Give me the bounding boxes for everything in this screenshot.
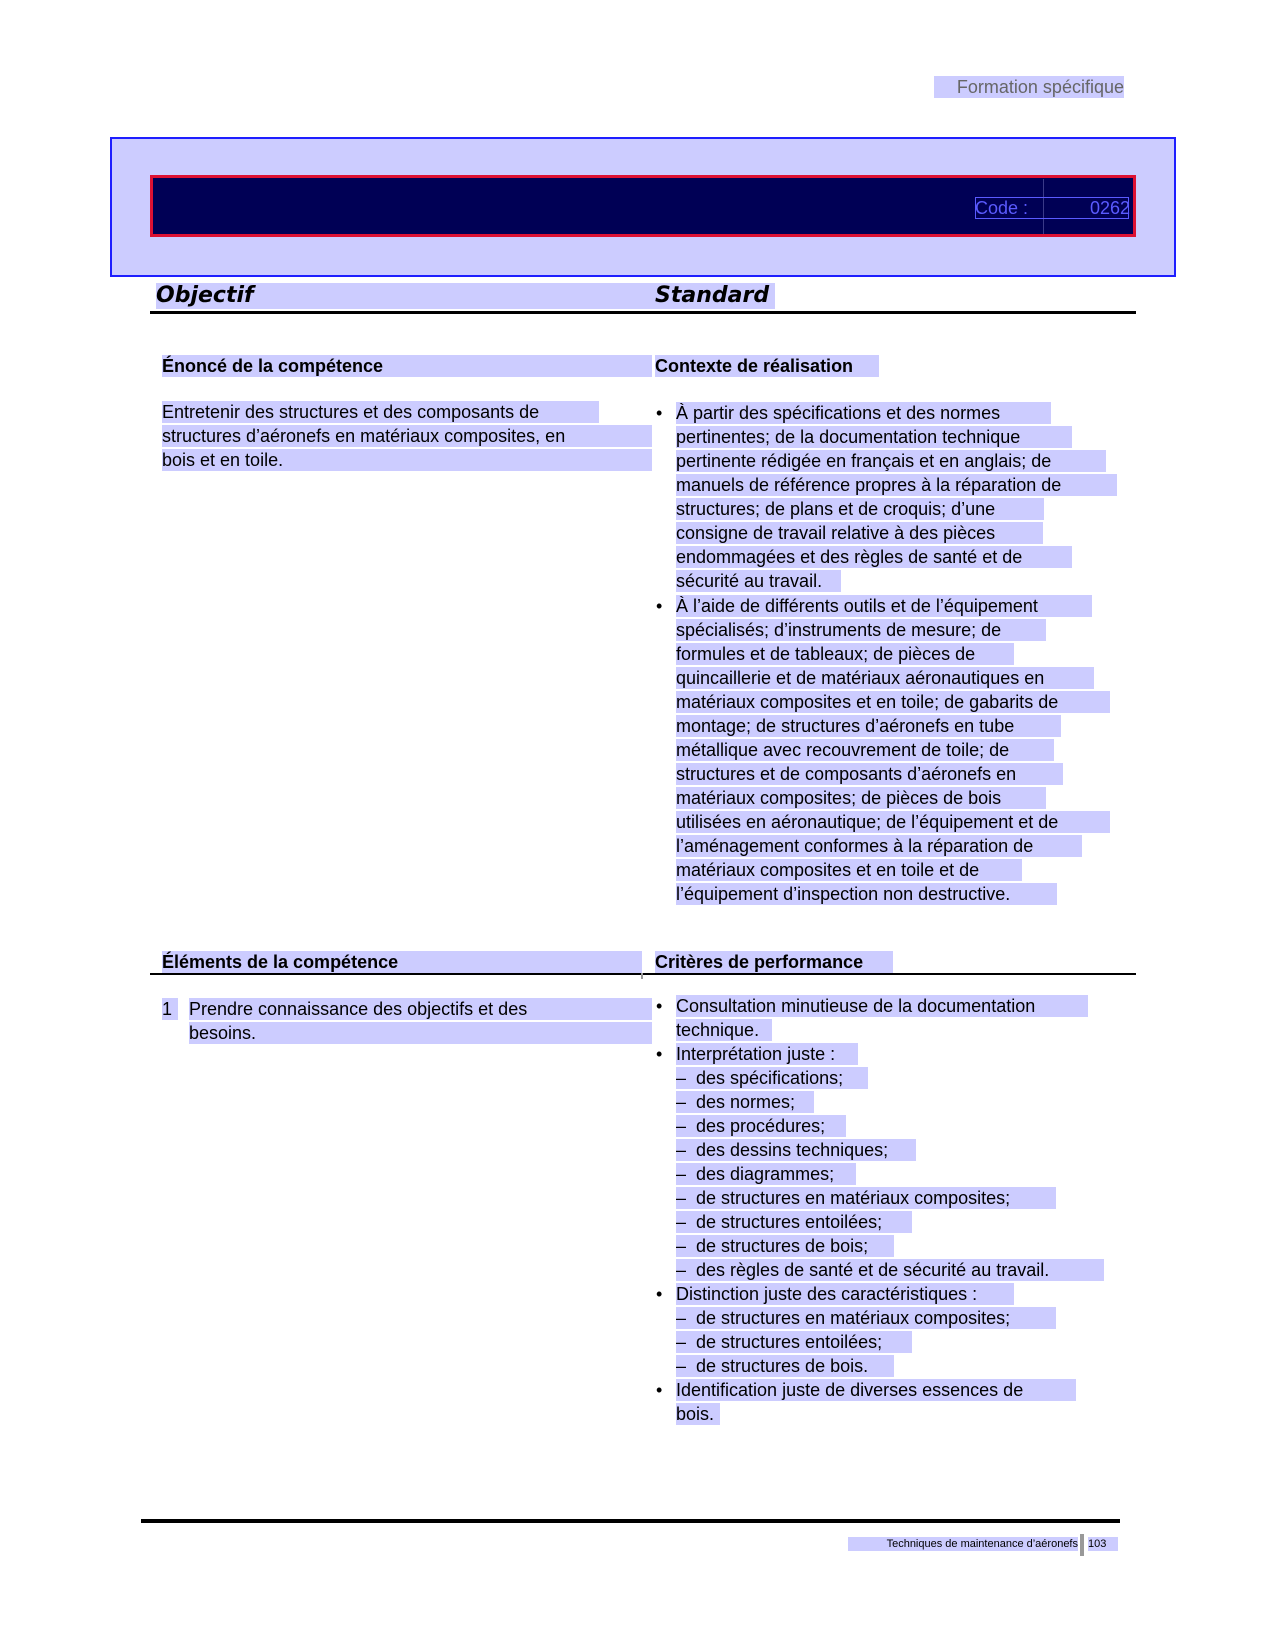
- bullet-icon: •: [656, 1380, 663, 1400]
- context-heading: Contexte de réalisation: [655, 355, 879, 377]
- criteria-item: [656, 995, 1126, 1041]
- criteria-line: Distinction juste des caractéristiques :: [676, 1283, 1014, 1305]
- statement-line: structures d’aéronefs en matériaux composites, en: [162, 425, 652, 447]
- criteria-line: technique.: [676, 1019, 772, 1041]
- statement-line: Entretenir des structures et des composants de: [162, 401, 599, 423]
- element-number: 1: [162, 998, 178, 1020]
- criteria-item: [656, 1283, 1126, 1305]
- context-line: pertinente rédigée en français et en anglais; de: [676, 450, 1106, 472]
- dash-item: – des procédures;: [676, 1115, 846, 1137]
- criteria-item: [656, 1379, 1126, 1425]
- footer-rule: [141, 1519, 1120, 1523]
- header-rule: [150, 311, 1136, 314]
- dash-item: – de structures entoilées;: [676, 1331, 912, 1353]
- code-value: 0262: [1089, 198, 1130, 218]
- context-line: montage; de structures d’aéronefs en tube: [676, 715, 1061, 737]
- page-number: 103: [1088, 1537, 1118, 1551]
- criteria-list: [656, 995, 1126, 1425]
- context-line: À partir des spécifications et des normes: [676, 402, 1051, 424]
- context-line: formules et de tableaux; de pièces de: [676, 643, 1014, 665]
- context-line: sécurité au travail.: [676, 570, 841, 592]
- context-line: spécialisés; d’instruments de mesure; de: [676, 619, 1046, 641]
- criteria-item: [656, 1043, 1126, 1065]
- context-line: quincaillerie et de matériaux aéronautiques en: [676, 667, 1094, 689]
- section-rule: [150, 973, 1136, 975]
- bullet-icon: •: [656, 1044, 663, 1064]
- context-line: consigne de travail relative à des pièces: [676, 522, 1043, 544]
- statement-line: bois et en toile.: [162, 449, 652, 471]
- dash-item: – de structures en matériaux composites;: [676, 1307, 1056, 1329]
- bullet-icon: •: [656, 1284, 663, 1304]
- context-line: endommagées et des règles de santé et de: [676, 546, 1072, 568]
- context-line: À l’aide de différents outils et de l’équipement: [676, 595, 1092, 617]
- context-line: matériaux composites; de pièces de bois: [676, 787, 1046, 809]
- context-line: manuels de référence propres à la réparation de: [676, 474, 1117, 496]
- element-line: besoins.: [189, 1022, 652, 1044]
- statement-heading: Énoncé de la compétence: [162, 355, 652, 377]
- elements-heading: Éléments de la compétence: [162, 951, 642, 973]
- context-line: l’aménagement conformes à la réparation de: [676, 835, 1082, 857]
- context-line: matériaux composites et en toile; de gabarits de: [676, 691, 1110, 713]
- dash-item: – de structures de bois.: [676, 1355, 894, 1377]
- criteria-line: bois.: [676, 1403, 720, 1425]
- bullet-icon: •: [656, 996, 663, 1016]
- dash-item: – des règles de santé et de sécurité au travail.: [676, 1259, 1104, 1281]
- element-line: Prendre connaissance des objectifs et des: [189, 998, 652, 1020]
- context-line: pertinentes; de la documentation technique: [676, 426, 1072, 448]
- criteria-line: Interprétation juste :: [676, 1043, 858, 1065]
- dash-item: – des diagrammes;: [676, 1163, 856, 1185]
- context-line: métallique avec recouvrement de toile; de: [676, 739, 1054, 761]
- dash-item: – de structures en matériaux composites;: [676, 1187, 1056, 1209]
- context-list: [656, 402, 1126, 905]
- dash-item: – de structures entoilées;: [676, 1211, 912, 1233]
- bullet-icon: •: [656, 403, 663, 423]
- footer-program-name: Techniques de maintenance d’aéronefs: [848, 1537, 1078, 1551]
- context-line: l’équipement d’inspection non destructive.: [676, 883, 1057, 905]
- competency-element: [162, 998, 652, 1044]
- footer-separator: [1080, 1534, 1084, 1556]
- code-label: Code :: [975, 198, 1029, 218]
- competency-statement: [162, 401, 652, 471]
- column-header-objectif: Objectif: [156, 283, 656, 309]
- criteria-line: Consultation minutieuse de la documentation: [676, 995, 1088, 1017]
- column-header-standard: Standard: [655, 283, 775, 309]
- bullet-icon: •: [656, 596, 663, 616]
- dash-item: – des normes;: [676, 1091, 814, 1113]
- dash-item: – des spécifications;: [676, 1067, 868, 1089]
- column-split-mark: [641, 973, 643, 979]
- criteria-heading: Critères de performance: [655, 951, 893, 973]
- context-item: [656, 402, 1126, 592]
- context-line: matériaux composites et en toile et de: [676, 859, 1022, 881]
- document-section-label: Formation spécifique: [934, 76, 1124, 98]
- dash-item: – des dessins techniques;: [676, 1139, 916, 1161]
- context-line: structures et de composants d’aéronefs en: [676, 763, 1063, 785]
- context-line: utilisées en aéronautique; de l’équipement et de: [676, 811, 1110, 833]
- criteria-line: Identification juste de diverses essences de: [676, 1379, 1076, 1401]
- context-item: [656, 595, 1126, 905]
- context-line: structures; de plans et de croquis; d’une: [676, 498, 1044, 520]
- dash-item: – de structures de bois;: [676, 1235, 894, 1257]
